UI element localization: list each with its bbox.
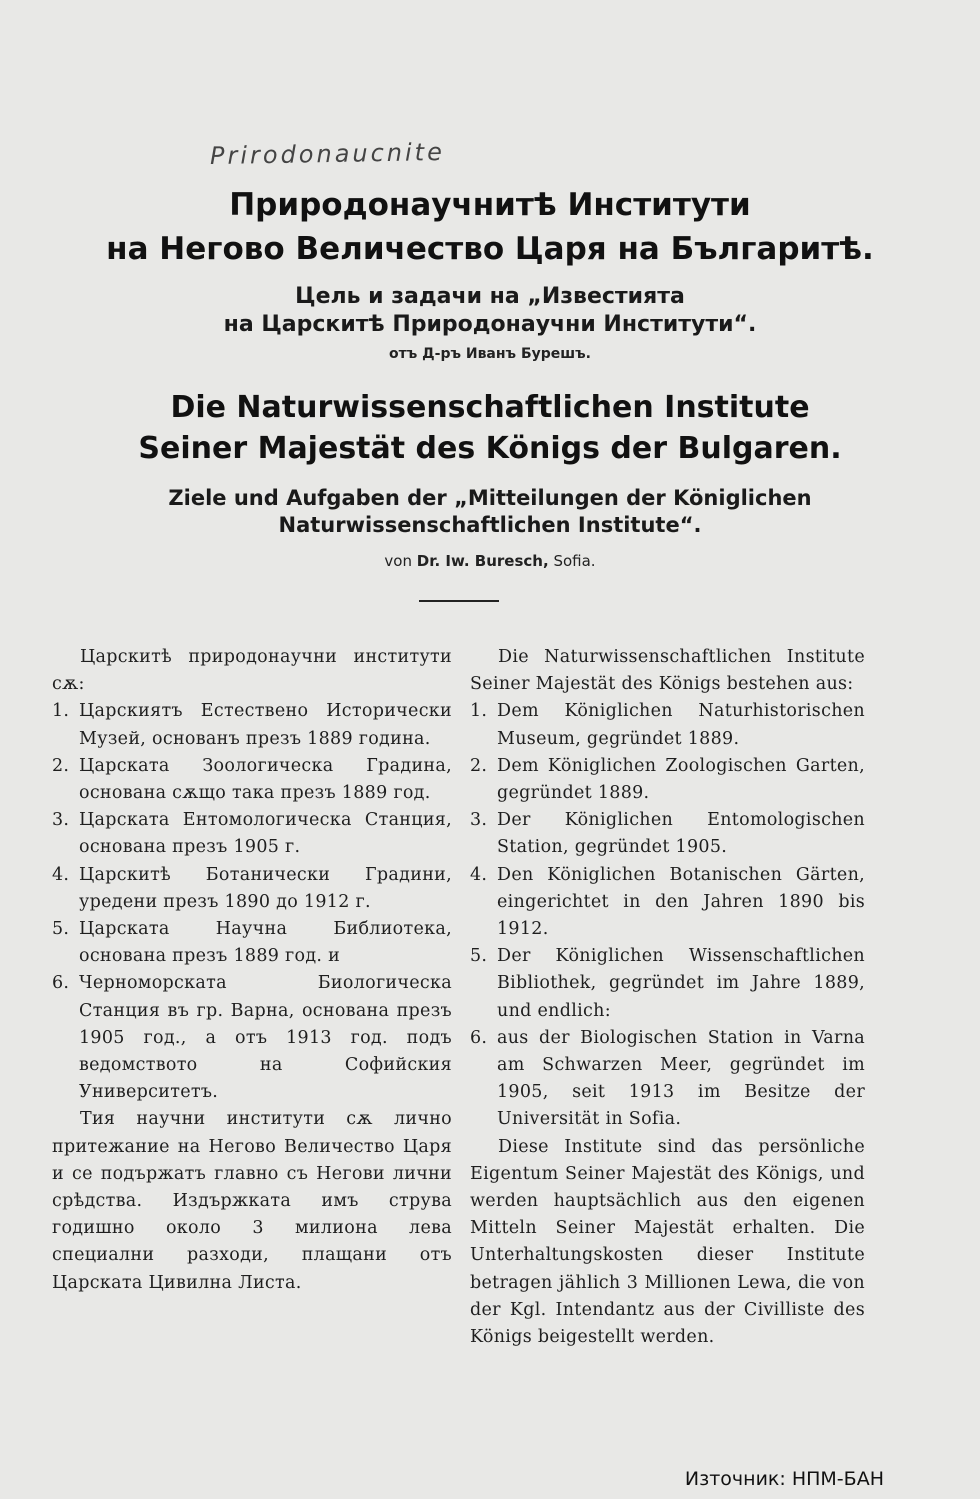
list-item-text: Dem Königlichen Naturhistorischen Museum, gegründet 1889.	[497, 701, 865, 749]
bulgarian-subtitle-line1: Цель и задачи на „Известията	[295, 284, 685, 309]
list-item	[52, 807, 452, 861]
german-subtitle	[0, 485, 980, 539]
bulgarian-institutes-list	[52, 698, 452, 1106]
bulgarian-closing-paragraph: Тия научни институти сѫ лично притежание на Негово Величество Царя и се подържатъ главно съ Негови лични срѣдства. Издържката имъ струва годишно около 3 милиона лева специални разходи, плащани отъ Царската Цивилна Листа.	[52, 1109, 452, 1293]
bulgarian-author: отъ Д-ръ Иванъ Бурешъ.	[389, 346, 591, 362]
list-item-text: Dem Königlichen Zoologischen Garten, gegründet 1889.	[497, 755, 865, 804]
bulgarian-title-line1: Природонаучнитѣ Институти	[229, 187, 751, 223]
bulgarian-column	[52, 644, 452, 1297]
list-item-text: Der Königlichen Wissenschaftlichen Bibliothek, gegründet im Jahre 1889, und endlich:	[497, 946, 865, 1021]
list-item	[470, 753, 865, 807]
list-item-number: 2.	[52, 755, 70, 776]
list-item-number: 1.	[52, 701, 70, 722]
list-item	[52, 916, 452, 970]
source-credit: Източник: НПМ-БАН	[684, 1468, 884, 1490]
list-item-number: 4.	[470, 864, 488, 885]
bulgarian-intro: Царскитѣ природонаучни институти сѫ:	[52, 647, 452, 695]
list-item-number: 3.	[52, 810, 70, 831]
german-subtitle-line2: Naturwissenschaftlichen Institute“.	[278, 513, 702, 537]
german-author-city: Sofia.	[553, 552, 596, 570]
list-item	[470, 807, 865, 861]
list-item	[470, 1025, 865, 1134]
german-intro: Die Naturwissenschaftlichen Institute Seiner Majestät des Königs bestehen aus:	[470, 647, 865, 695]
list-item	[52, 753, 452, 807]
header-divider	[419, 600, 499, 602]
list-item-number: 6.	[52, 973, 70, 994]
bulgarian-subtitle	[0, 283, 980, 339]
list-item-text: Царскиятъ Естествено Исторически Музей, основанъ презъ 1889 година.	[79, 701, 452, 749]
german-author	[0, 552, 980, 570]
german-author-name: Dr. Iw. Buresch,	[416, 552, 549, 570]
german-institutes-list	[470, 698, 865, 1133]
list-item-number: 2.	[470, 755, 488, 776]
list-item-text: Царскитѣ Ботанически Градини, уредени презъ 1890 до 1912 г.	[79, 864, 452, 912]
german-title-line2: Seiner Majestät des Königs der Bulgaren.	[138, 431, 842, 466]
list-item-text: Der Königlichen Entomologischen Station, gegründet 1905.	[497, 810, 865, 858]
list-item	[470, 943, 865, 1025]
list-item-text: Царската Зоологическа Градина, основана сѫщо така презъ 1889 год.	[79, 755, 452, 804]
list-item-text: Царската Ентомологическа Станция, основана презъ 1905 г.	[79, 810, 452, 858]
list-item	[52, 862, 452, 916]
list-item-number: 3.	[470, 810, 488, 831]
list-item	[470, 862, 865, 944]
list-item-number: 1.	[470, 701, 488, 722]
list-item-text: aus der Biologischen Station in Varna am Schwarzen Meer, gegründet im 1905, seit 1913 im Besitze der Universität in Sofia.	[497, 1027, 865, 1130]
list-item-text: Черноморската Биологическа Станция въ гр. Варна, основана презъ 1905 год., а отъ 1913 год. подъ ведомството на Софийския Университетъ.	[79, 973, 452, 1103]
list-item	[470, 698, 865, 752]
list-item	[52, 698, 452, 752]
bulgarian-title	[0, 183, 980, 271]
list-item-number: 5.	[52, 919, 70, 940]
german-title-line1: Die Naturwissenschaftlichen Institute	[170, 390, 810, 425]
handwritten-note: Prirodonaucnite	[209, 137, 446, 171]
list-item-text: Царската Научна Библиотека, основана презъ 1889 год. и	[79, 919, 452, 967]
german-column	[470, 644, 865, 1351]
bulgarian-title-line2: на Негово Величество Царя на Българитѣ.	[106, 231, 874, 267]
german-subtitle-line1: Ziele und Aufgaben der „Mitteilungen der Königlichen	[168, 486, 812, 510]
list-item-text: Den Königlichen Botanischen Gärten, eingerichtet in den Jahren 1890 bis 1912.	[497, 864, 865, 940]
list-item-number: 6.	[470, 1027, 488, 1048]
german-author-prefix: von	[384, 552, 412, 570]
german-closing-paragraph: Diese Institute sind das persönliche Eigentum Seiner Majestät des Königs, und werden hauptsächlich aus den eigenen Mitteln Seiner Majestät erhalten. Die Unterhaltungskosten dieser Institute betragen jählich 3 Millionen Lewa, die von der Kgl. Intendantz aus der Civilliste des Königs beigestellt werden.	[470, 1136, 865, 1348]
list-item	[52, 970, 452, 1106]
list-item-number: 4.	[52, 864, 70, 885]
list-item-number: 5.	[470, 946, 488, 967]
bulgarian-subtitle-line2: на Царскитѣ Природонаучни Институти“.	[223, 312, 757, 337]
german-title	[0, 387, 980, 469]
